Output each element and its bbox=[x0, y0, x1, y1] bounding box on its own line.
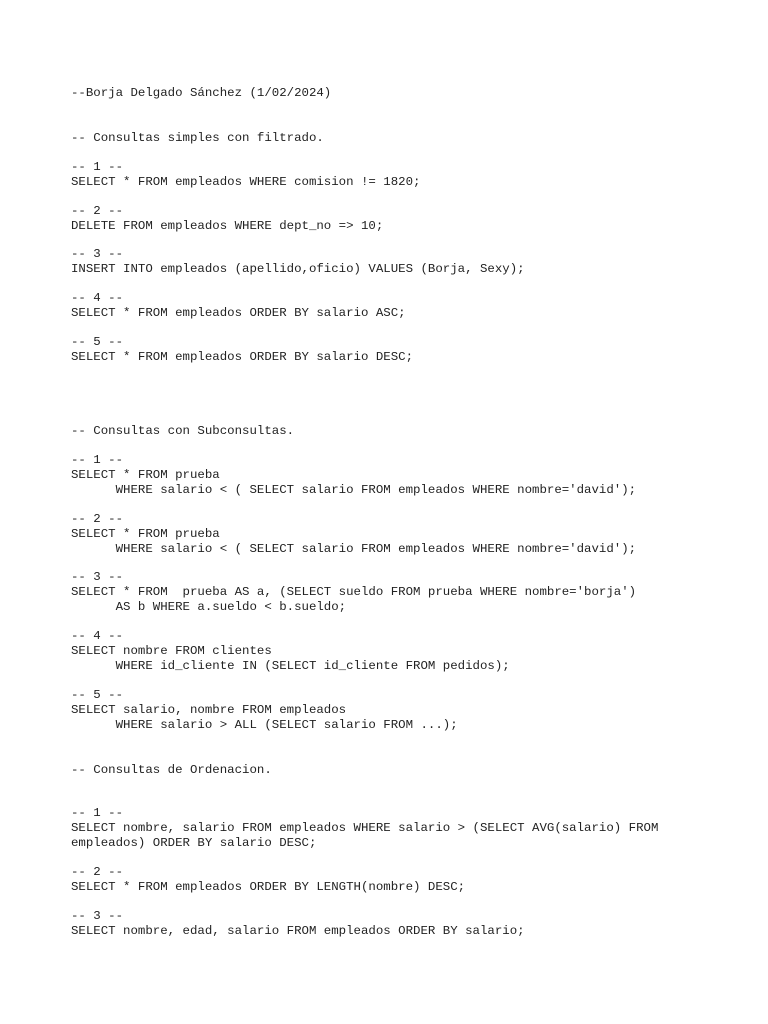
sql-line: SELECT * FROM prueba AS a, (SELECT sueldo FROM prueba WHERE nombre='borja') bbox=[71, 585, 637, 599]
sql-line: SELECT * FROM empleados ORDER BY LENGTH(nombre) DESC; bbox=[71, 880, 466, 894]
query-number: -- 4 -- bbox=[71, 291, 124, 305]
document-header: --Borja Delgado Sánchez (1/02/2024) bbox=[71, 86, 332, 100]
query-number: -- 2 -- bbox=[71, 204, 124, 218]
query-number: -- 3 -- bbox=[71, 247, 124, 261]
query-number: -- 3 -- bbox=[71, 570, 124, 584]
query-number: -- 3 -- bbox=[71, 909, 124, 923]
section-heading: -- Consultas con Subconsultas. bbox=[71, 424, 295, 438]
sql-line: SELECT nombre, edad, salario FROM empleados ORDER BY salario; bbox=[71, 924, 525, 938]
sql-line: INSERT INTO empleados (apellido,oficio) VALUES (Borja, Sexy); bbox=[71, 262, 525, 276]
query-number: -- 5 -- bbox=[71, 335, 124, 349]
section-heading: -- Consultas simples con filtrado. bbox=[71, 131, 324, 145]
query-number: -- 1 -- bbox=[71, 453, 124, 467]
query-number: -- 1 -- bbox=[71, 160, 124, 174]
sql-line: SELECT * FROM empleados ORDER BY salario ASC; bbox=[71, 306, 406, 320]
sql-line: DELETE FROM empleados WHERE dept_no => 10; bbox=[71, 219, 384, 233]
sql-line: WHERE salario < ( SELECT salario FROM empleados WHERE nombre='david'); bbox=[71, 542, 637, 556]
sql-line: SELECT * FROM empleados WHERE comision != 1820; bbox=[71, 175, 421, 189]
query-number: -- 1 -- bbox=[71, 806, 124, 820]
sql-line: empleados) ORDER BY salario DESC; bbox=[71, 836, 317, 850]
sql-line: SELECT nombre, salario FROM empleados WHERE salario > (SELECT AVG(salario) FROM bbox=[71, 821, 659, 835]
sql-line: WHERE salario > ALL (SELECT salario FROM ...); bbox=[71, 718, 458, 732]
query-number: -- 4 -- bbox=[71, 629, 124, 643]
sql-line: AS b WHERE a.sueldo < b.sueldo; bbox=[71, 600, 347, 614]
sql-line: SELECT nombre FROM clientes bbox=[71, 644, 272, 658]
sql-line: SELECT salario, nombre FROM empleados bbox=[71, 703, 347, 717]
query-number: -- 5 -- bbox=[71, 688, 124, 702]
sql-line: SELECT * FROM empleados ORDER BY salario DESC; bbox=[71, 350, 414, 364]
query-number: -- 2 -- bbox=[71, 512, 124, 526]
query-number: -- 2 -- bbox=[71, 865, 124, 879]
sql-line: SELECT * FROM prueba bbox=[71, 468, 220, 482]
sql-line: SELECT * FROM prueba bbox=[71, 527, 220, 541]
sql-line: WHERE salario < ( SELECT salario FROM empleados WHERE nombre='david'); bbox=[71, 483, 637, 497]
section-heading: -- Consultas de Ordenacion. bbox=[71, 763, 272, 777]
sql-line: WHERE id_cliente IN (SELECT id_cliente FROM pedidos); bbox=[71, 659, 510, 673]
